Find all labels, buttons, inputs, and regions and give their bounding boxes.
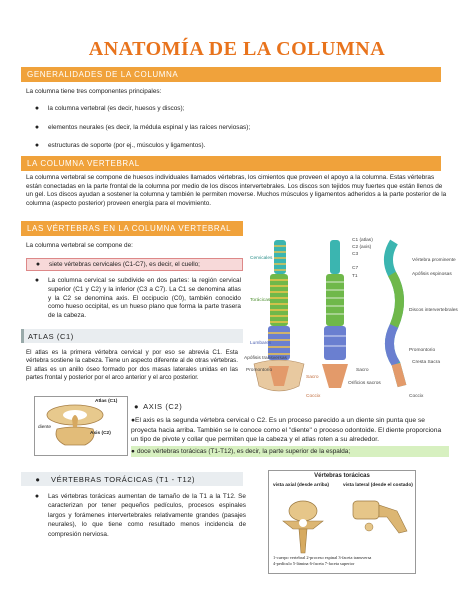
- axis-text: [131, 416, 449, 445]
- label-sacro-back: Sacro: [356, 368, 369, 373]
- highlight-cervicales: [26, 258, 243, 271]
- bullet-icon: ●: [34, 493, 40, 500]
- label-c3: C3: [352, 252, 359, 257]
- cervical-text: La columna cervical se subdivide en dos partes: la región cervical superior (C1 y C2) y la inferior (C3 a C7). La C1 se denomina atlas y la C2 se denomina axis. El occipucio (C0), también conocido como hueso occipital, es un hueso plano que forma la parte trasera de la cabeza.: [48, 277, 241, 320]
- spine-figure: [244, 236, 458, 406]
- generalidades-intro: La columna tiene tres componentes principales:: [26, 88, 162, 95]
- thoracic-lateral-caption: vista lateral (desde el costado): [343, 483, 413, 488]
- section-heading-generalidades: GENERALIDADES DE LA COLUMNA: [21, 67, 441, 82]
- bullet-icon: ●: [34, 277, 40, 284]
- label-apofisis-transversas: Apófisis transversas: [244, 356, 287, 361]
- label-vertebra-prominente: Vértebra prominente: [412, 258, 456, 263]
- vertebra-lateral-view: [353, 501, 407, 533]
- bullet-icon: ●: [131, 447, 135, 455]
- list-item: [26, 492, 246, 539]
- label-lumbares: Lumbares: [250, 341, 272, 346]
- axis-text-body: El axis es la segunda vértebra cervical o C2. Es un proceso parecido a un diente sin punta que se proyecta hacia arriba. También se le conoce como el "diente" o proceso odontoide. El diente proporciona un tipo de pivote y collar que permiten que la cabeza y el atlas roten a su alrededor.: [131, 417, 442, 443]
- page-title: ANATOMÍA DE LA COLUMNA: [88, 38, 386, 60]
- list-item: [26, 124, 426, 132]
- toracicas-text: Las vértebras torácicas aumentan de tamaño de la T1 a la T12. Se caracterizan por tener pequeños pedículos, procesos espinales largos y forámenes intervertebrales relativamente grandes (pasajes neurales), lo que tiene como resultado menos incidencia de compresión nerviosa.: [48, 493, 246, 538]
- section-heading-vertebras: LAS VÉRTEBRAS EN LA COLUMNA VERTEBRAL: [21, 221, 243, 236]
- spine-lateral-view: [388, 242, 402, 386]
- label-t1: T1: [352, 274, 358, 279]
- atlas-text: El atlas es la primera vértebra cervical y por eso se abrevia C1. Esta vértebra sostiene la cabeza. Tiene un aspecto diferente al de otras vértebras. El atlas es un anillo óseo formado por dos masas laterales unidas en las partes frontal y posterior por el arco anterior y el arco posterior.: [26, 349, 238, 382]
- list-item: [26, 105, 426, 113]
- section-heading-columna-vertebral: LA COLUMNA VERTEBRAL: [21, 156, 441, 171]
- label-c2: C2 (axis): [352, 245, 372, 250]
- label-coccix: Coccix: [306, 394, 321, 399]
- label-orificios-sacros: Orificios sacros: [348, 381, 381, 386]
- bullet-icon: ●: [131, 417, 136, 424]
- label-discos: Discos intervertebrales: [409, 308, 458, 313]
- toracicas-heading-text: VÉRTEBRAS TORÁCICAS (T1 - T12): [51, 474, 196, 484]
- section-heading-axis: [130, 399, 450, 413]
- list-item-text: la columna vertebral (es decir, huesos y discos);: [48, 105, 185, 112]
- thoracic-legend: [273, 555, 413, 567]
- axis-heading-text: AXIS (C2): [143, 401, 183, 411]
- thoracic-figure: [268, 470, 416, 574]
- label-atlas: Atlas (C1): [95, 399, 118, 404]
- highlight-toracicas: [131, 446, 449, 457]
- columna-vertebral-text: La columna vertebral se compone de huesos individuales llamados vértebras, los cimientos que proveen el apoyo a la columna. Estas vértebras están conectadas en la parte frontal de la columna por medio de los discos intervertebrales. Los discos son tejidos muy fuertes que están llenos de un gel. Los discos ayudan a sostener la columna y también le permiten moverse. Muchos músculos y ligamentos adheridos a la parte posterior de la columna (aspecto posterior) proveen energía para el movimiento.: [26, 174, 447, 207]
- atlas-axis-figure: [34, 396, 128, 456]
- list-item-text: elementos neurales (es decir, la médula espinal y las raíces nerviosas);: [48, 124, 251, 131]
- list-item-text: estructuras de soporte (por ej., músculos y ligamentos).: [48, 142, 206, 149]
- section-heading-toracicas: [21, 472, 243, 486]
- bullet-icon: ●: [134, 401, 140, 411]
- vertebras-intro: La columna vertebral se compone de:: [26, 242, 133, 249]
- label-promontorio: Promontorio: [246, 368, 273, 373]
- label-cresta-sacra: Cresta Sacra: [412, 360, 440, 365]
- bullet-icon: ●: [34, 105, 40, 112]
- bullet-icon: ●: [35, 474, 41, 484]
- label-diente: diente: [38, 425, 52, 430]
- label-cervicales: Cervicales: [250, 256, 273, 261]
- vertebra-axial-view: [283, 501, 323, 553]
- spine-back-view: [322, 240, 348, 388]
- list-item: [26, 277, 241, 321]
- thoracic-figure-title: Vértebras torácicas: [314, 473, 370, 479]
- bullet-icon: ●: [34, 142, 40, 149]
- bullet-icon: ●: [35, 260, 41, 268]
- legend-line: 1-cuerpo vertebral 2-proceso espinal 3-faceta transversa: [273, 555, 372, 560]
- highlight-text: doce vértebras torácicas (T1-T12), es decir, la parte superior de la espalda;: [137, 447, 351, 455]
- label-coccix-lateral: Coccix: [409, 394, 424, 399]
- thoracic-axial-caption: vista axial (desde arriba): [273, 483, 329, 488]
- highlight-text: siete vértebras cervicales (C1-C7), es decir, el cuello;: [49, 260, 200, 268]
- label-c7: C7: [352, 266, 359, 271]
- label-apofisis-espinosas: Apófisis espinosas: [412, 272, 452, 277]
- list-item: [26, 142, 426, 150]
- label-axis: Axis (C2): [90, 431, 111, 436]
- bullet-icon: ●: [34, 124, 40, 131]
- section-heading-atlas: ATLAS (C1): [21, 329, 243, 343]
- label-c1: C1 (atlas): [352, 238, 373, 243]
- legend-line: 4-pedículo 5-lámina 6-faceta 7-faceta superior: [273, 561, 355, 566]
- label-sacro: Sacro: [306, 375, 319, 380]
- label-promontorio-lateral: Promontorio: [409, 348, 436, 353]
- label-toracicas: Torácicas: [250, 298, 271, 303]
